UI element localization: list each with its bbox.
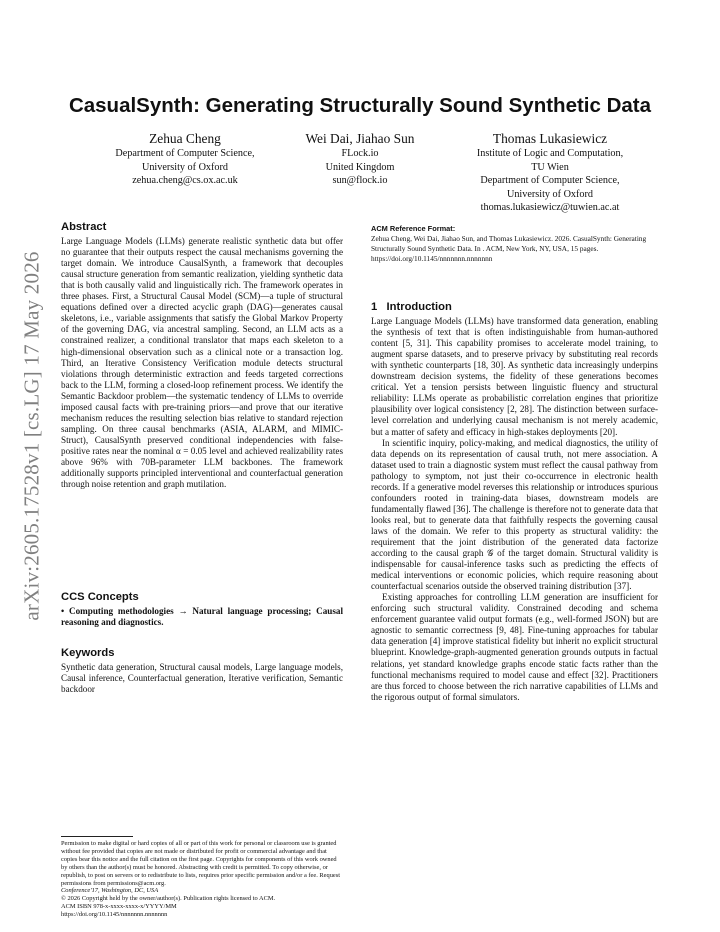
author-email: zehua.cheng@cs.ox.ac.uk: [132, 175, 238, 187]
keywords-heading: Keywords: [61, 647, 115, 659]
acm-reference-heading: ACM Reference Format:: [371, 224, 456, 233]
author-affiliation: University of Oxford: [506, 188, 593, 200]
permission-notice: [61, 840, 343, 919]
author-affiliation: Institute of Logic and Computation,: [476, 148, 624, 159]
acm-reference: [371, 224, 658, 264]
author-block-3: [445, 130, 655, 215]
author-affiliation: Department of Computer Science,: [480, 175, 620, 187]
copyright-line: © 2026 Copyright held by the owner/author(s). Publication rights licensed to ACM.: [61, 895, 276, 903]
conference-line: Conference'17, Washington, DC, USA: [61, 887, 159, 895]
author-email: thomas.lukasiewicz@tuwien.ac.at: [480, 202, 620, 214]
author-name: Wei Dai, Jiahao Sun: [305, 131, 415, 146]
keywords-section: [61, 648, 343, 695]
arxiv-watermark: arXiv:2605.17528v1 [cs.LG] 17 May 2026: [19, 251, 44, 621]
author-affiliation: United Kingdom: [325, 161, 395, 173]
intro-paragraph: Existing approaches for controlling LLM generation are insufficient for enforcing such structural validity. Constrained decoding and schema enforcement guarantee valid output formats (e.g., well-formed JSON) but are agnostic to semantic correctness [9, 48]. Fine-tuning approaches for tabular data generation [4] improve statistical fidelity but inherit no explicit structural blueprint. Knowledge-graph-augmented generation grounds outputs in factual relations, yet standard knowledge graphs encode static facts rather than the functional mechanisms required to model cause and effect [32]. Practitioners are thus forced to choose between the rich narrative capabilities of LLMs and the rigorous output of formal simulators.: [371, 592, 658, 702]
author-email: sun@flock.io: [332, 175, 388, 187]
intro-paragraph: In scientific inquiry, policy-making, and medical diagnostics, the utility of data depends on its representation of causal truth, not mere association. A dataset used to train a diagnostic system must reflect the causal pathway from pathology to symptom, not just their co-occurrence in electronic health records. If a generative model reverses this relationship or introduces spurious confounders rooted in training-data biases, downstream models are fundamentally flawed [36]. The challenge is therefore not to generate data that looks real, but to generate data that faithfully respects the governing causal laws of the domain. We refer to this property as structural validity: the requirement that the joint distribution of the generated data factorize according to the causal graph 𝒢 of the target domain. Structural validity is indispensable for causal-inference tasks such as predicting the effects of medical interventions or economic policies, which require reasoning about counterfactual scenarios outside the observed training distribution [37].: [371, 437, 658, 592]
abstract-section: [61, 222, 343, 490]
intro-paragraph: Large Language Models (LLMs) have transformed data generation, enabling the synthesis of text that is often indistinguishable from human-authored content [5, 31]. This capability promises to accelerate model training, to augment sparse datasets, and to preserve privacy by substituting real records with synthetic counterparts [18, 30]. As synthetic data increasingly underpins downstream decision systems, the fidelity of these generations becomes critical. Yet a tension persists between linguistic fluency and structural reliability: LLMs operate as probabilistic correlation engines that prioritize plausibility over logical consistency [2, 28]. The distinction between surface-level correlation and underlying causal mechanism is not merely academic, but a matter of safety and efficacy in high-stakes deployments [20].: [371, 316, 658, 437]
introduction-heading: 1 Introduction: [371, 301, 452, 313]
acm-reference-text: Zehua Cheng, Wei Dai, Jiahao Sun, and Thomas Lukasiewicz. 2026. CasualSynth: Generating Structurally Sound Synthetic Data. In . ACM, New York, NY, USA, 15 pages. https://doi.org/10.1145/nnnnnnn.nnnnnnn: [371, 234, 647, 263]
doi-line: https://doi.org/10.1145/nnnnnnn.nnnnnnn: [61, 911, 168, 919]
author-name: Thomas Lukasiewicz: [492, 131, 608, 146]
isbn-line: ACM ISBN 978-x-xxxx-xxxx-x/YYYY/MM: [61, 903, 177, 911]
ccs-section: [61, 592, 343, 628]
ccs-heading: CCS Concepts: [61, 591, 139, 603]
permission-text: Permission to make digital or hard copies of all or part of this work for personal or classroom use is granted without fee provided that copies are not made or distributed for profit or commercial advantage and that copies bear this notice and the full citation on the first page. Copyrights for components of this work owned by others than the author(s) must be honored. Abstracting with credit is permitted. To copy otherwise, or republish, to post on servers or to redistribute to lists, requires prior specific permission and/or a fee. Request permissions from permissions@acm.org.: [61, 840, 340, 887]
author-affiliation: FLock.io: [341, 148, 379, 159]
author-name: Zehua Cheng: [149, 131, 221, 146]
ccs-text: • Computing methodologies → Natural language processing; Causal reasoning and diagnostics.: [61, 606, 343, 628]
abstract-heading: Abstract: [61, 221, 107, 233]
author-block-1: [85, 130, 285, 188]
author-affiliation: Department of Computer Science,: [115, 148, 255, 159]
author-block-2: [270, 130, 450, 188]
keywords-text: Synthetic data generation, Structural causal models, Large language models, Causal inference, Counterfactual generation, Iterative verification, Semantic backdoor: [61, 662, 343, 695]
author-affiliation: University of Oxford: [141, 161, 228, 173]
author-affiliation: TU Wien: [531, 161, 569, 173]
abstract-text: Large Language Models (LLMs) generate realistic synthetic data but offer no guarantee that their outputs respect the causal mechanisms governing the target domain. We introduce CausalSynth, a framework that decouples causal structure generation from semantic realization, yielding synthetic data that is both causally valid and linguistically rich. The framework operates in three phases. First, a Structural Causal Model (SCM)—a tuple of structural equations defined over a directed acyclic graph (DAG)—generates causal skeletons, i.e., variable assignments that satisfy the Global Markov Property of the governing DAG, via ancestral sampling. Second, an LLM acts as a constrained realizer, a conditional translator that maps each skeleton to a high-dimensional observation such as a clinical note or a transaction log. Third, an Iterative Consistency Verification module detects structural violations through deterministic extraction and feeds targeted corrections back to the LLM, forming a closed-loop refinement process. We identify the Semantic Backdoor problem—the systematic tendency of LLMs to override imposed causal facts with pre-training priors—and prove that our iterative mechanism reduces the resulting selection bias relative to standard rejection sampling. On three causal benchmarks (ASIA, ALARM, and MIMIC-Struct), CausalSynth preserved conditional independencies with false-positive rates near the nominal α = 0.05 level and achieved realizability rates above 96% with 70B-parameter LLM backbones. The framework additionally supports principled interventional and counterfactual generation through noise retention and graph mutilation.: [61, 236, 343, 490]
introduction-section: [371, 302, 658, 703]
footnote-rule: [61, 836, 133, 837]
paper-title: CasualSynth: Generating Structurally Sound Synthetic Data: [68, 94, 652, 117]
